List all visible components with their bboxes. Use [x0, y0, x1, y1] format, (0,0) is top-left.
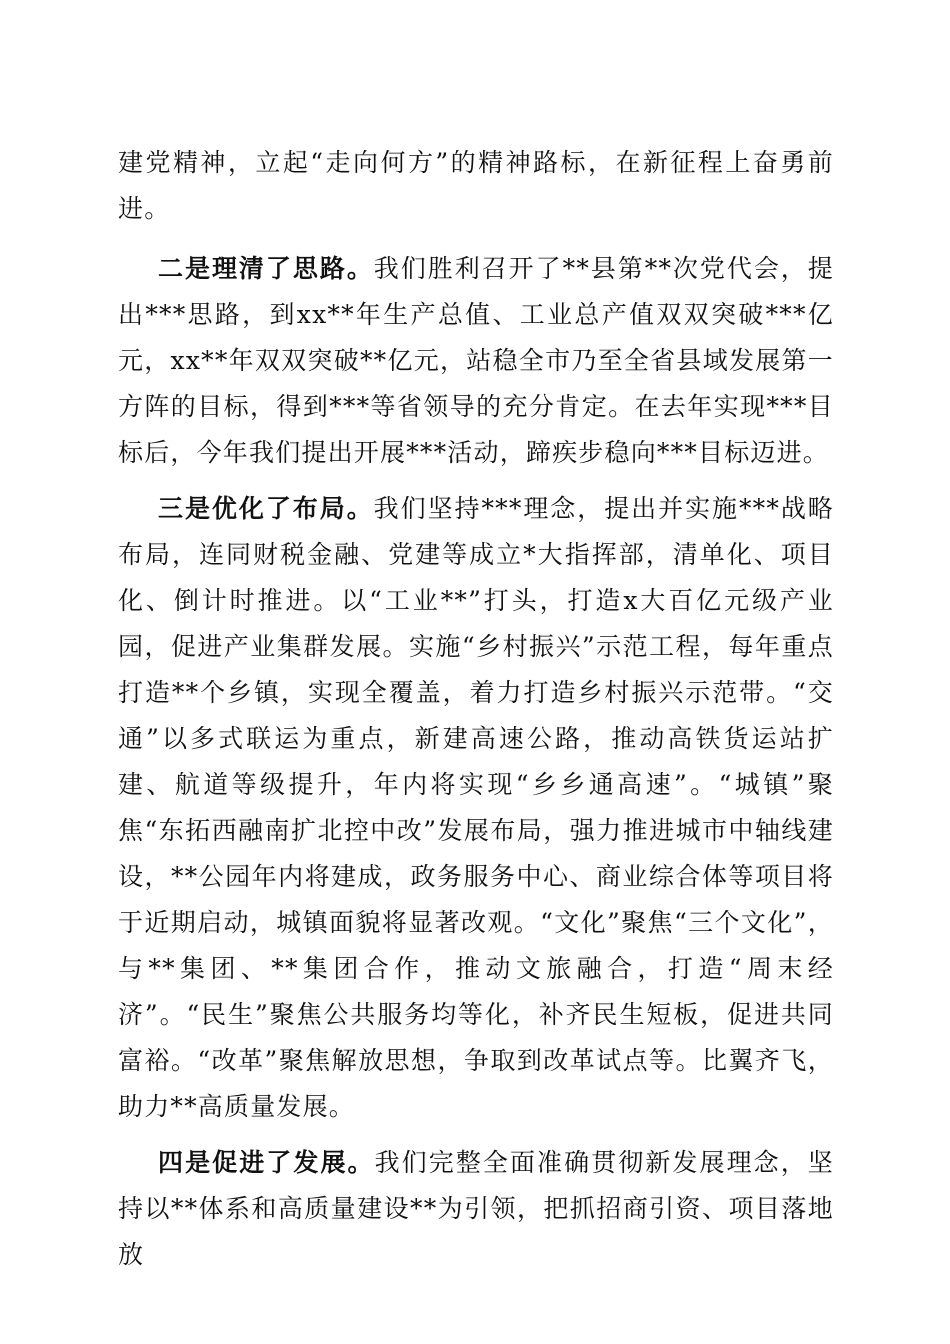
paragraph-lead: 三是优化了布局。 — [158, 494, 374, 523]
paragraph-text: 我们胜利召开了**县第**次党代会，提出***思路，到xx**年生产总值、工业总产值双双突破***亿元，xx**年双双突破**亿元，站稳全市乃至全省县域发展第一方阵的目标，得到***等省领导的充分肯定。在去年实现***目标后，今年我们提出开展***活动，蹄疾步稳向***目标迈进。 — [118, 254, 834, 467]
body-text — [118, 140, 834, 1288]
paragraph-continuation — [118, 140, 834, 232]
paragraph-lead: 二是理清了思路。 — [158, 254, 374, 283]
paragraph-clarified-thinking — [118, 246, 834, 476]
paragraph-promoted-development — [118, 1140, 834, 1278]
paragraph-optimized-layout — [118, 486, 834, 1130]
paragraph-text: 我们完整全面准确贯彻新发展理念，坚持以**体系和高质量建设**为引领，把抓招商引资、项目落地放 — [118, 1148, 835, 1269]
paragraph-text: 我们坚持***理念，提出并实施***战略布局，连同财税金融、党建等成立*大指挥部，清单化、项目化、倒计时推进。以“工业**”打头，打造x大百亿元级产业园，促进产业集群发展。实施“乡村振兴”示范工程，每年重点打造**个乡镇，实现全覆盖，着力打造乡村振兴示范带。“交通”以多式联运为重点，新建高速公路，推动高铁货运站扩建、航道等级提升，年内将实现“乡乡通高速”。“城镇”聚焦“东拓西融南扩北控中改”发展布局，强力推进城市中轴线建设，**公园年内将建成，政务服务中心、商业综合体等项目将于近期启动，城镇面貌将显著改观。“文化”聚焦“三个文化”，与**集团、**集团合作，推动文旅融合，打造“周末经济”。“民生”聚焦公共服务均等化，补齐民生短板，促进共同富裕。“改革”聚焦解放思想，争取到改革试点等。比翼齐飞，助力**高质量发展。 — [118, 494, 834, 1121]
paragraph-text: 建党精神，立起“走向何方”的精神路标，在新征程上奋勇前进。 — [118, 148, 834, 223]
paragraph-lead: 四是促进了发展。 — [158, 1148, 375, 1177]
